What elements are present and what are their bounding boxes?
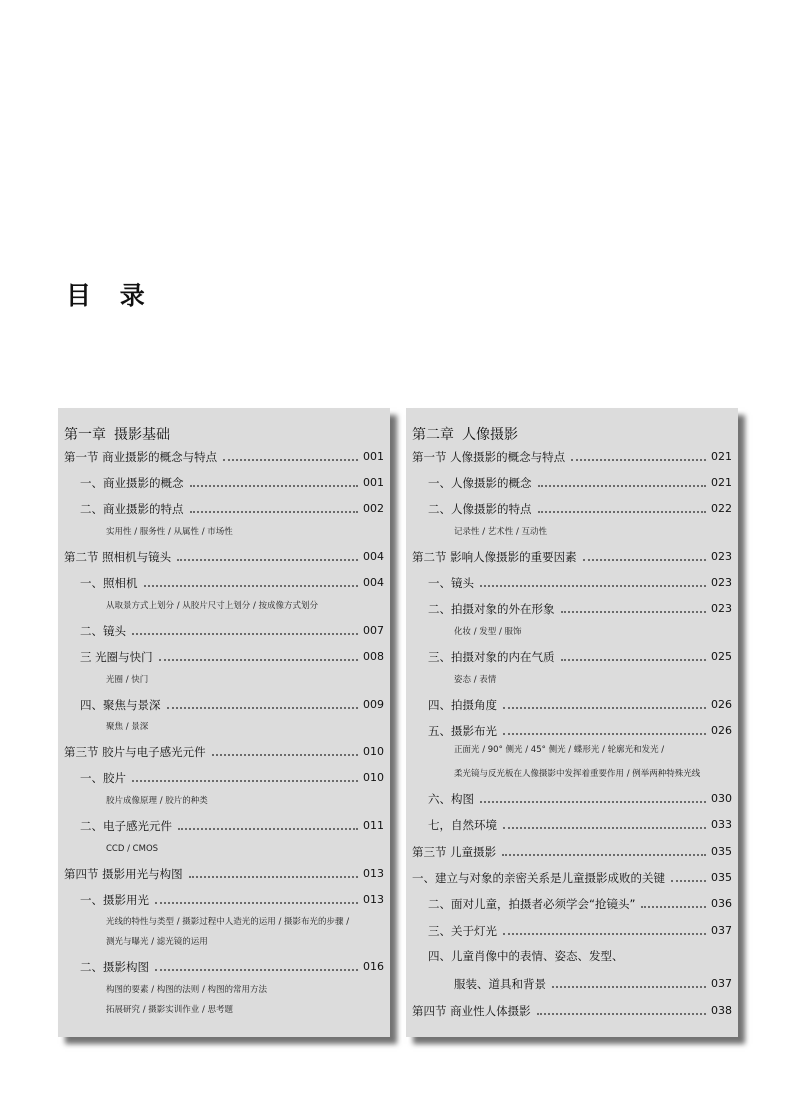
toc-subtopics: 从取景方式上划分 / 从胶片尺寸上划分 / 按成像方式划分 [106,601,319,611]
toc-item-entry[interactable] [428,948,732,964]
toc-page-number: 009 [363,698,384,711]
dot-leader [480,585,706,587]
toc-page-number: 026 [711,698,732,711]
toc-page-number: 023 [711,602,732,615]
toc-entry-label: 第二节 照相机与镜头 [64,550,172,564]
toc-item-entry[interactable] [428,817,732,833]
dot-leader [177,559,358,561]
dot-leader [538,485,707,487]
toc-item-entry[interactable] [454,976,732,992]
dot-leader [503,933,706,935]
toc-page-number: 013 [363,867,384,880]
toc-item-entry[interactable] [428,475,732,491]
toc-page-number: 035 [711,845,732,858]
toc-entry-label: 一、照相机 [80,576,138,590]
toc-subtopics: 化妆 / 发型 / 服饰 [454,627,522,637]
toc-page-number: 001 [363,450,384,463]
toc-subtopics: 光线的特性与类型 / 摄影过程中人造光的运用 / 摄影布光的步骤 / [106,917,350,927]
chapter-number: 第一章 [64,427,106,443]
dot-leader [538,511,707,513]
toc-entry-label: 五、摄影布光 [428,724,497,738]
toc-entry-label: 服装、道具和背景 [454,977,546,991]
toc-section-entry[interactable] [412,1003,732,1019]
toc-page-number: 023 [711,550,732,563]
toc-entry-label: 一、摄影用光 [80,893,149,907]
toc-entry-label: 四、拍摄角度 [428,698,497,712]
toc-page-number: 021 [711,476,732,489]
dot-leader [159,659,358,661]
toc-item-entry[interactable] [80,475,384,491]
toc-page-number: 037 [711,924,732,937]
toc-subtopics: 姿态 / 表情 [454,675,497,685]
dot-leader [503,827,706,829]
dot-leader [155,902,358,904]
dot-leader [552,986,706,988]
toc-entry-label: 二、人像摄影的特点 [428,502,532,516]
toc-page-number: 010 [363,745,384,758]
toc-entry-label: 第四节 摄影用光与构图 [64,867,183,881]
toc-page-number: 004 [363,576,384,589]
toc-section-entry[interactable] [64,449,384,465]
dot-leader [480,801,706,803]
toc-subtopics: CCD / CMOS [106,844,159,854]
dot-leader [503,733,706,735]
toc-section-entry[interactable] [412,844,732,860]
toc-page-number: 001 [363,476,384,489]
dot-leader [503,707,706,709]
dot-leader [178,828,358,830]
toc-item-entry[interactable] [428,697,732,713]
toc-entry-label: 四、儿童肖像中的表情、姿态、发型、 [428,949,624,963]
toc-section-entry[interactable] [412,549,732,565]
toc-subtopics: 测光与曝光 / 滤光镜的运用 [106,937,208,947]
chapter-title [64,424,170,444]
toc-page-number: 025 [711,650,732,663]
toc-subtopics: 正面光 / 90° 侧光 / 45° 侧光 / 蝶形光 / 轮廓光和发光 / [454,745,665,755]
toc-entry-label: 第三节 胶片与电子感光元件 [64,745,206,759]
dot-leader [223,459,358,461]
toc-item-entry[interactable] [428,601,732,617]
toc-page-number: 010 [363,771,384,784]
toc-page-number: 013 [363,893,384,906]
toc-item-entry[interactable] [428,723,732,739]
toc-entry-label: 三 光圈与快门 [80,650,153,664]
toc-entry-label: 一、建立与对象的亲密关系是儿童摄影成败的关键 [412,871,665,885]
toc-item-entry[interactable] [428,896,732,912]
page-title: 目 录 [66,281,155,310]
toc-item-entry[interactable] [80,770,384,786]
toc-entry-label: 一、镜头 [428,576,474,590]
toc-section-entry[interactable] [412,449,732,465]
toc-page-number: 030 [711,792,732,805]
dot-leader [190,485,359,487]
toc-subtopics: 记录性 / 艺术性 / 互动性 [454,527,548,537]
chapter-name: 人像摄影 [462,427,518,443]
toc-page-number: 002 [363,502,384,515]
toc-item-entry[interactable] [80,575,384,591]
dot-leader [132,780,358,782]
dot-leader [502,854,706,856]
toc-subtopics: 构图的要素 / 构图的法则 / 构图的常用方法 [106,985,268,995]
dot-leader [571,459,706,461]
toc-page-number: 036 [711,897,732,910]
dot-leader [212,754,358,756]
chapter-number: 第二章 [412,427,454,443]
toc-subtopics: 柔光镜与反光板在人像摄影中发挥着重要作用 / 例举两种特殊光线 [454,769,701,779]
toc-page-number: 016 [363,960,384,973]
toc-page-number: 037 [711,977,732,990]
dot-leader [144,585,359,587]
toc-subtopics: 光圈 / 快门 [106,675,149,685]
toc-entry-label: 七，自然环境 [428,818,497,832]
toc-page-number: 007 [363,624,384,637]
toc-item-entry[interactable] [80,818,384,834]
toc-page-number: 033 [711,818,732,831]
toc-entry-label: 第三节 儿童摄影 [412,845,497,859]
toc-section-entry[interactable] [64,744,384,760]
toc-entry-label: 第二节 影响人像摄影的重要因素 [412,550,577,564]
toc-item-entry[interactable] [80,892,384,908]
toc-item-entry[interactable] [80,959,384,975]
toc-entry-label: 第一节 商业摄影的概念与特点 [64,450,218,464]
toc-page-number: 035 [711,871,732,884]
toc-item-entry[interactable] [428,575,732,591]
dot-leader [155,969,358,971]
chapter-title [412,424,518,444]
toc-item-entry[interactable] [80,649,384,665]
toc-subtopics: 聚焦 / 景深 [106,722,149,732]
toc-entry-label: 二、商业摄影的特点 [80,502,184,516]
toc-entry-label: 第一节 人像摄影的概念与特点 [412,450,566,464]
dot-leader [641,906,706,908]
toc-page-number: 011 [363,819,384,832]
toc-entry-label: 一、胶片 [80,771,126,785]
dot-leader [537,1013,706,1015]
toc-page-number: 022 [711,502,732,515]
toc-entry-label: 三、拍摄对象的内在气质 [428,650,555,664]
toc-item-entry[interactable] [428,501,732,517]
toc-page-number: 026 [711,724,732,737]
toc-item-entry[interactable] [428,923,732,939]
toc-item-entry[interactable] [428,791,732,807]
dot-leader [132,633,358,635]
toc-section-entry[interactable] [412,870,732,886]
dot-leader [167,707,359,709]
toc-item-entry[interactable] [80,697,384,713]
toc-entry-label: 二、电子感光元件 [80,819,172,833]
toc-entry-label: 二、面对儿童，拍摄者必须学会“抢镜头” [428,897,636,911]
toc-section-entry[interactable] [64,549,384,565]
dot-leader [189,876,358,878]
toc-page-number: 021 [711,450,732,463]
toc-item-entry[interactable] [428,649,732,665]
toc-page-number: 023 [711,576,732,589]
toc-page-number: 038 [711,1004,732,1017]
toc-item-entry[interactable] [80,501,384,517]
toc-subtopics: 实用性 / 服务性 / 从属性 / 市场性 [106,527,233,537]
toc-panel-chapter-1 [58,408,390,1037]
dot-leader [671,880,706,882]
toc-entry-label: 一、人像摄影的概念 [428,476,532,490]
toc-subtopics: 拓展研究 / 摄影实训作业 / 思考题 [106,1005,234,1015]
toc-entry-label: 一、商业摄影的概念 [80,476,184,490]
dot-leader [583,559,706,561]
toc-page-number: 008 [363,650,384,663]
toc-panel-chapter-2 [406,408,738,1037]
toc-entry-label: 三、关于灯光 [428,924,497,938]
toc-page-number: 004 [363,550,384,563]
toc-entry-label: 二、镜头 [80,624,126,638]
toc-item-entry[interactable] [80,623,384,639]
toc-entry-label: 四、聚焦与景深 [80,698,161,712]
toc-entry-label: 二、拍摄对象的外在形象 [428,602,555,616]
toc-entry-label: 第四节 商业性人体摄影 [412,1004,531,1018]
dot-leader [561,659,707,661]
toc-entry-label: 二、摄影构图 [80,960,149,974]
toc-section-entry[interactable] [64,866,384,882]
dot-leader [190,511,359,513]
dot-leader [561,611,707,613]
toc-entry-label: 六、构图 [428,792,474,806]
toc-subtopics: 胶片成像原理 / 胶片的种类 [106,796,208,806]
chapter-name: 摄影基础 [114,427,170,443]
